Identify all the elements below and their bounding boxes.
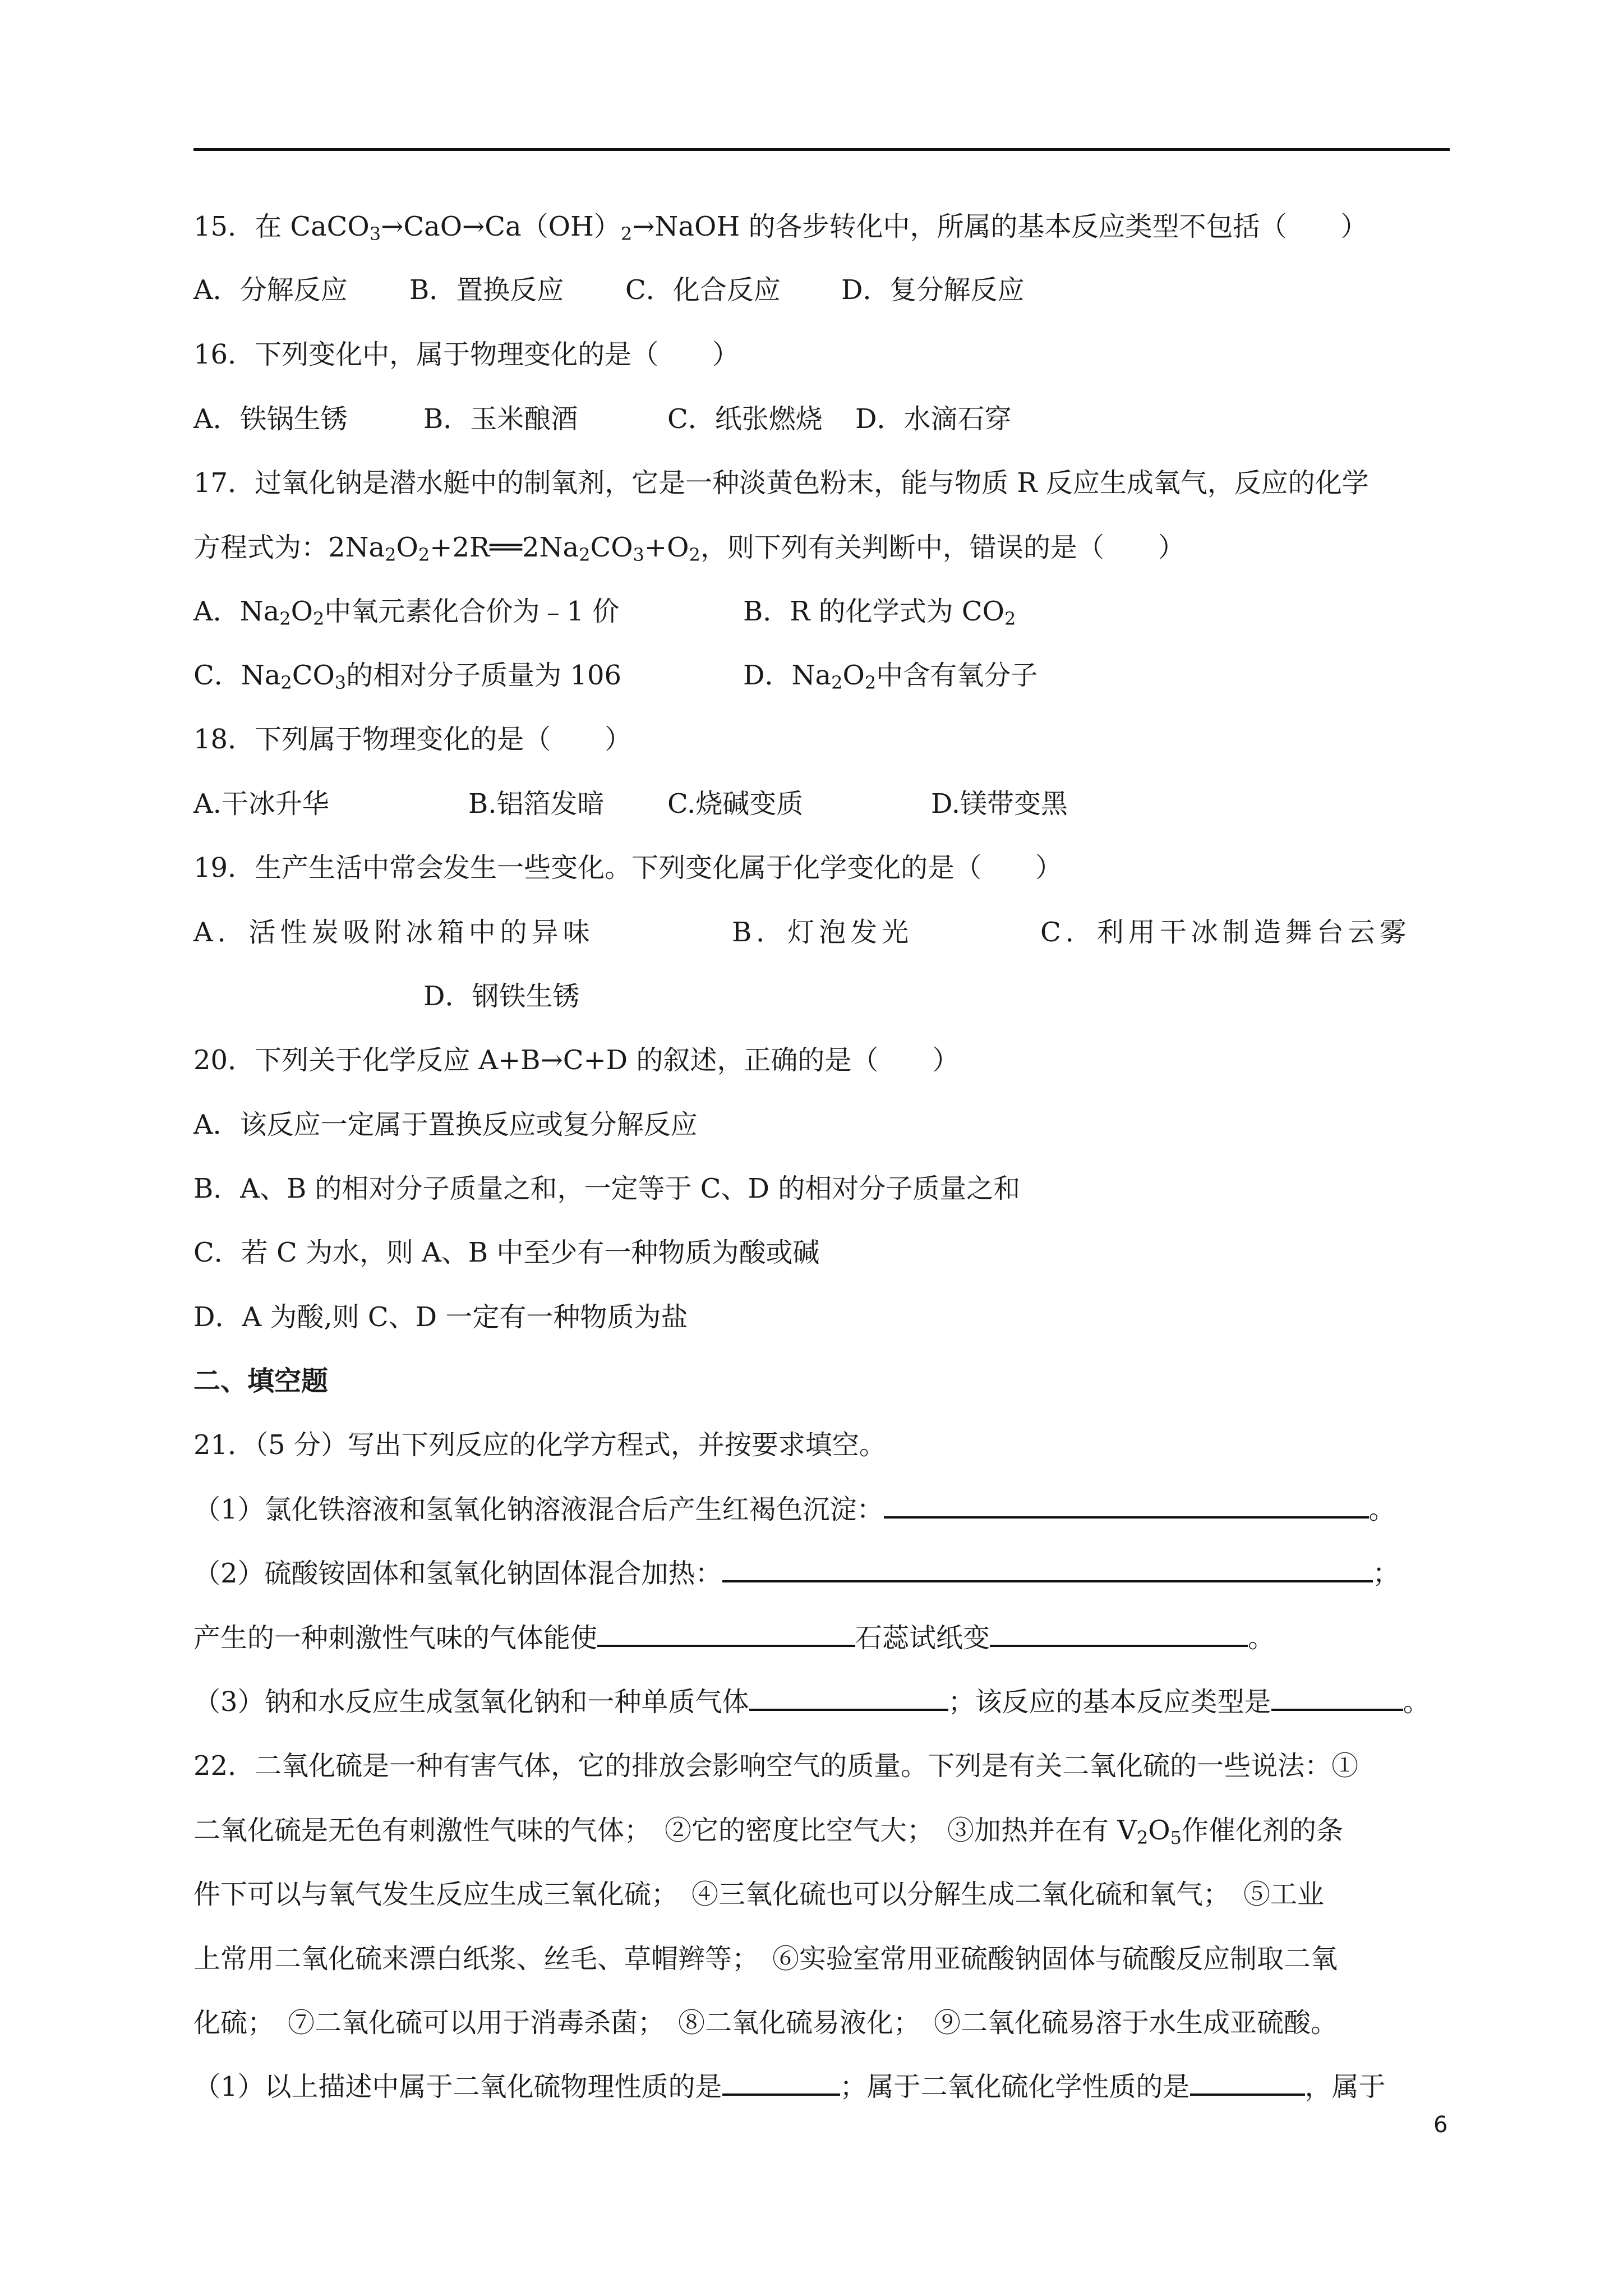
q17-stem: 17．过氧化钠是潜水艇中的制氧剂，它是一种淡黄色粉末，能与物质 R 反应生成氧气，反应的化学 [193,467,1369,499]
q17-option-c: C．$Na_2CO_3$的相对分子质量为 106 [193,660,622,693]
answer-blank[interactable] [884,1492,1369,1519]
answer-blank[interactable] [597,1620,855,1647]
q21-part2: （2）硫酸铵固体和氢氧化钠固体混合加热： ； [193,1556,1400,1591]
q22-line-4: 上常用二氧化硫来漂白纸浆、丝毛、草帽辫等； ⑥实验室常用亚硫酸钠固体与硫酸反应制取二氧 [193,1943,1338,1975]
q18-option-d: D.镁带变黑 [931,788,1068,820]
q18-option-b: B.铝箔发暗 [468,788,605,820]
answer-blank[interactable] [1190,2069,1305,2096]
q15-option-c: C．化合反应 [625,274,781,306]
q21-stem: 21．（5 分）写出下列反应的化学方程式，并按要求填空。 [193,1429,886,1461]
q15-option-b: B．置换反应 [409,274,564,306]
q19-option-c: C．利用干冰制造舞台云雾 [1040,917,1411,948]
q15-option-a: A．分解反应 [193,274,348,306]
answer-blank[interactable] [1271,1684,1403,1711]
header-rule [193,148,1450,151]
q17-option-d: D．$Na_2O_2$中含有氧分子 [743,660,1038,693]
answer-blank[interactable] [990,1620,1248,1647]
q19-option-b: B．灯泡发光 [732,917,914,948]
q16-option-d: D．水滴石穿 [855,403,1012,435]
q16-option-a: A．铁锅生锈 [193,403,348,435]
q17-option-b: B．R 的化学式为 $CO_2$ [743,596,1016,629]
q15-option-d: D．复分解反应 [841,274,1025,306]
q22-line-5: 化硫； ⑦二氧化硫可以用于消毒杀菌； ⑧二氧化硫易液化； ⑨二氧化硫易溶于水生成亚硫酸。 [193,2007,1338,2039]
q20-option-a: A．该反应一定属于置换反应或复分解反应 [193,1109,698,1140]
q16-option-b: B．玉米酿酒 [423,403,578,435]
q20-option-d: D．A 为酸,则 C、D 一定有一种物质为盐 [193,1301,688,1333]
q17-equation: 方程式为：$2Na_2O_2+2R══2Na_2CO_3+O_2$，则下列有关判断中，错误的是（ ） [193,532,1185,565]
page-number: 6 [1433,2112,1448,2138]
q22-line-3: 件下可以与氧气发生反应生成三氧化硫； ④三氧化硫也可以分解生成二氧化硫和氧气； ⑤工业 [193,1879,1325,1910]
q18-stem: 18．下列属于物理变化的是（ ） [193,724,632,755]
q18-option-a: A.干冰升华 [193,788,329,820]
q22-line-6: （1）以上描述中属于二氧化硫物理性质的是 ；属于二氧化硫化学性质的是 ，属于 [193,2069,1386,2105]
q21-part1: （1）氯化铁溶液和氢氧化钠溶液混合后产生红褐色沉淀： 。 [193,1492,1396,1527]
q17-option-a: A．$Na_2O_2$中氧元素化合价为﹣1 价 [193,596,620,629]
section-heading: 二、填空题 [193,1365,329,1397]
q22-line-1: 22．二氧化硫是一种有害气体，它的排放会影响空气的质量。下列是有关二氧化硫的一些说法：① [193,1750,1359,1782]
q18-option-c: C.烧碱变质 [667,788,804,820]
q15-stem: 15．在 $CaCO_3\to CaO\to Ca(OH)_2\to NaOH$ 的各步转化中，所属的基本反应类型不包括（ ） [193,211,1368,245]
answer-blank[interactable] [722,1556,1373,1582]
q21-part3: （3）钠和水反应生成氢氧化钠和一种单质气体 ；该反应的基本反应类型是 。 [193,1684,1430,1720]
q16-option-c: C．纸张燃烧 [667,403,823,435]
answer-blank[interactable] [749,1684,948,1711]
q19-stem: 19．生产生活中常会发生一些变化。下列变化属于化学变化的是（ ） [193,852,1063,884]
q20-stem: 20．下列关于化学反应 A+B→C+D 的叙述，正确的是（ ） [193,1045,960,1076]
q19-option-a: A．活性炭吸附冰箱中的异味 [193,917,594,948]
q20-option-c: C．若 C 为水，则 A、B 中至少有一种物质为酸或碱 [193,1237,820,1268]
q20-option-b: B．A、B 的相对分子质量之和，一定等于 C、D 的相对分子质量之和 [193,1173,1021,1204]
q19-option-d: D．钢铁生锈 [423,981,580,1012]
answer-blank[interactable] [722,2069,840,2096]
q16-stem: 16．下列变化中，属于物理变化的是（ ） [193,339,740,370]
q22-line-2: 二氧化硫是无色有刺激性气味的气体； ②它的密度比空气大； ③加热并在有 $V_2O_5$作催化剂的条 [193,1815,1344,1848]
q21-part2b: 产生的一种刺激性气味的气体能使 石蕊试纸变 。 [193,1620,1275,1656]
